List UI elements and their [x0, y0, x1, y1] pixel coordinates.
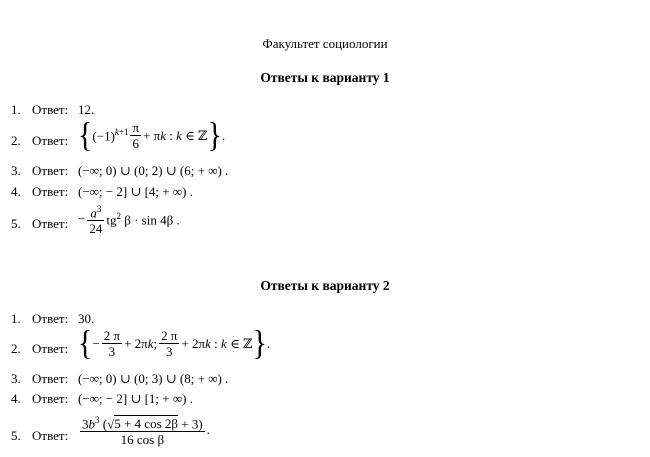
answer-value: (−∞; − 2] ∪ [1; + ∞) .: [78, 391, 193, 406]
answer-formula: − $\frac{a^3}{24}$ $tg^2$ β · sin 4β .: [78, 204, 180, 237]
answer-number: 1.: [11, 311, 21, 326]
variant-1-title: Ответы к варианту 1: [260, 70, 390, 85]
answer-number: 2.: [11, 341, 21, 356]
answer-number: 5.: [11, 216, 21, 231]
answer-label: Ответ:: [32, 216, 69, 231]
answer-label: Ответ:: [32, 102, 69, 117]
answer-number: 5.: [11, 428, 21, 443]
answer-number: 1.: [11, 102, 21, 117]
answer-value: 12.: [78, 102, 95, 117]
answer-value: (−∞; 0) ∪ (0; 3) ∪ (8; + ∞) .: [78, 371, 229, 386]
answer-label: Ответ:: [32, 163, 69, 178]
answer-number: 2.: [11, 133, 21, 148]
answer-value: 30.: [78, 311, 95, 326]
answer-label: Ответ:: [32, 184, 69, 199]
answer-formula: { $(-1)^{k+1}$ $\frac{\pi}{6}$ + πk : k ∈ ℤ } .: [78, 115, 226, 154]
answer-number: 4.: [11, 184, 21, 199]
answer-label: Ответ:: [32, 341, 69, 356]
answer-label: Ответ:: [32, 133, 69, 148]
answer-label: Ответ:: [32, 311, 69, 326]
answer-label: Ответ:: [32, 371, 69, 386]
answer-number: 4.: [11, 391, 21, 406]
answer-formula: { − $\frac{2 \pi}{3}$ + 2πk; $\frac{2 \pi}{3}$ + 2πk : k ∈ ℤ } .: [78, 323, 271, 362]
variant-2-title: Ответы к варианту 2: [260, 278, 390, 293]
answer-value: (−∞; 0) ∪ (0; 2) ∪ (6; + ∞) .: [78, 163, 229, 178]
answer-formula: $\frac{3b^3 (√5 + 4 \cos 2\beta + 3)}{\text{16 cos β}}$ .: [82, 415, 210, 448]
answer-value: (−∞; − 2] ∪ [4; + ∞) .: [78, 184, 193, 199]
answer-label: Ответ:: [32, 428, 69, 443]
faculty-title: Факультет социологии: [262, 36, 388, 51]
answer-number: 3.: [11, 371, 21, 386]
answer-number: 3.: [11, 163, 21, 178]
answer-label: Ответ:: [32, 391, 69, 406]
